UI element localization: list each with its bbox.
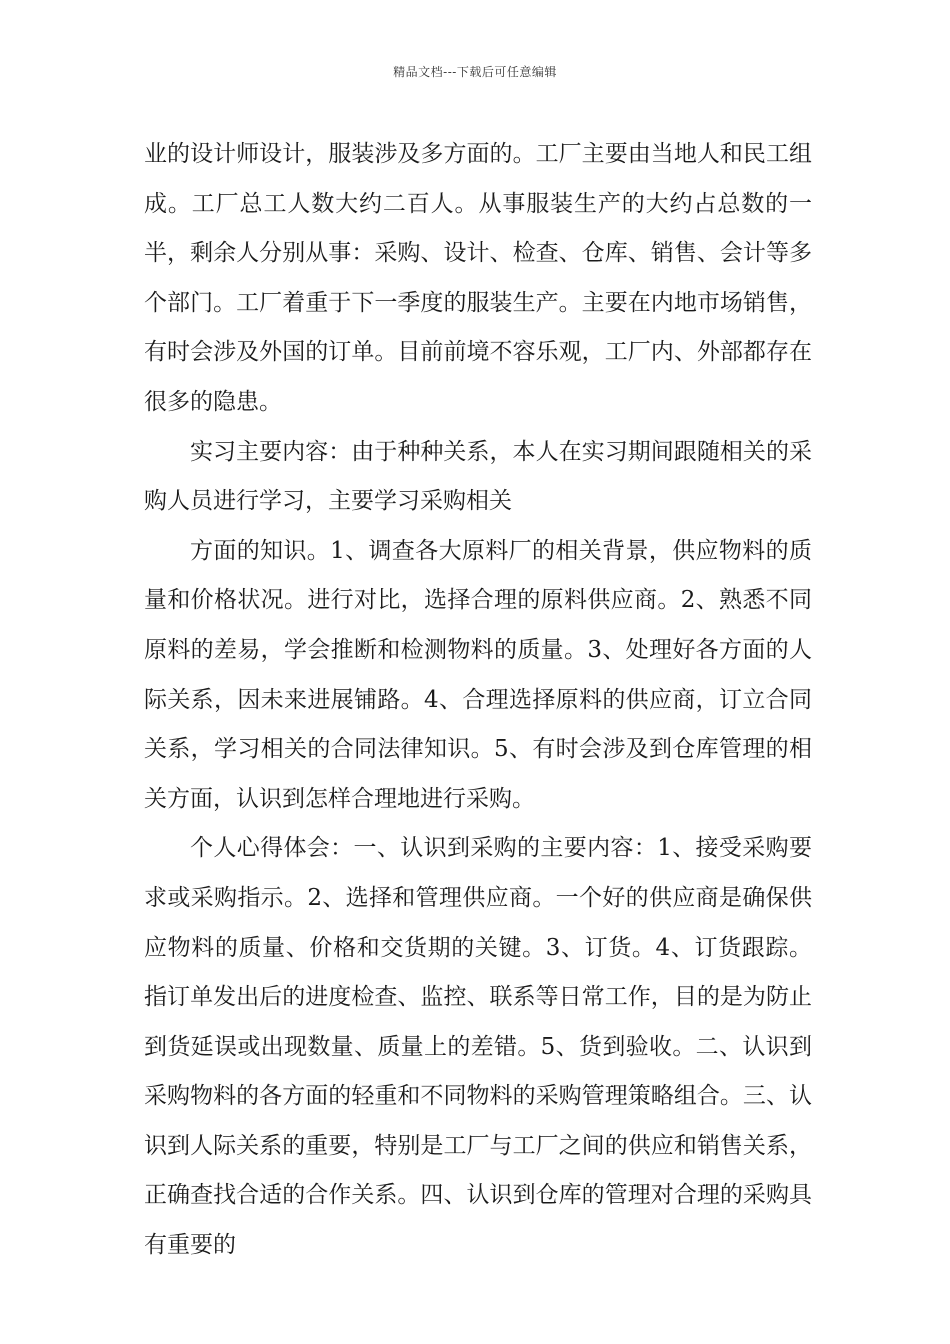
paragraph-procurement-knowledge: 方面的知识。1、调查各大原料厂的相关背景，供应物料的质量和价格状况。进行对比，选择合理的原料供应商。2、熟悉不同原料的差易，学会推断和检测物料的质量。3、处理好各方面的人际关系，因未来进展铺路。4、合理选择原料的供应商，订立合同关系，学习相关的合同法律知识。5、有时会涉及到仓库管理的相关方面，认识到怎样合理地进行采购。 — [144, 537, 812, 812]
paragraph-factory-overview: 业的设计师设计，服装涉及多方面的。工厂主要由当地人和民工组成。工厂总工人数大约二百人。从事服装生产的大约占总数的一半，剩余人分别从事：采购、设计、检查、仓库、销售、会计等多个部门。工厂着重于下一季度的服装生产。主要在内地市场销售，有时会涉及外国的订单。目前前境不容乐观，工厂内、外部都存在很多的隐患。 — [144, 141, 812, 415]
page-header: 精品文档---下载后可任意编辑 — [393, 65, 557, 79]
paragraph-internship-content: 实习主要内容：由于种种关系，本人在实习期间跟随相关的采购人员进行学习，主要学习采购相关 — [144, 438, 812, 515]
document-body — [144, 130, 812, 1271]
paragraph-personal-experience: 个人心得体会：一、认识到采购的主要内容：1、接受采购要求或采购指示。2、选择和管理供应商。一个好的供应商是确保供应物料的质量、价格和交货期的关键。3、订货。4、订货跟踪。指订单发出后的进度检查、监控、联系等日常工作，目的是为防止到货延误或出现数量、质量上的差错。5、货到验收。二、认识到采购物料的各方面的轻重和不同物料的采购管理策略组合。三、认识到人际关系的重要，特别是工厂与工厂之间的供应和销售关系，正确查找合适的合作关系。四、认识到仓库的管理对合理的采购具有重要的 — [144, 835, 812, 1259]
